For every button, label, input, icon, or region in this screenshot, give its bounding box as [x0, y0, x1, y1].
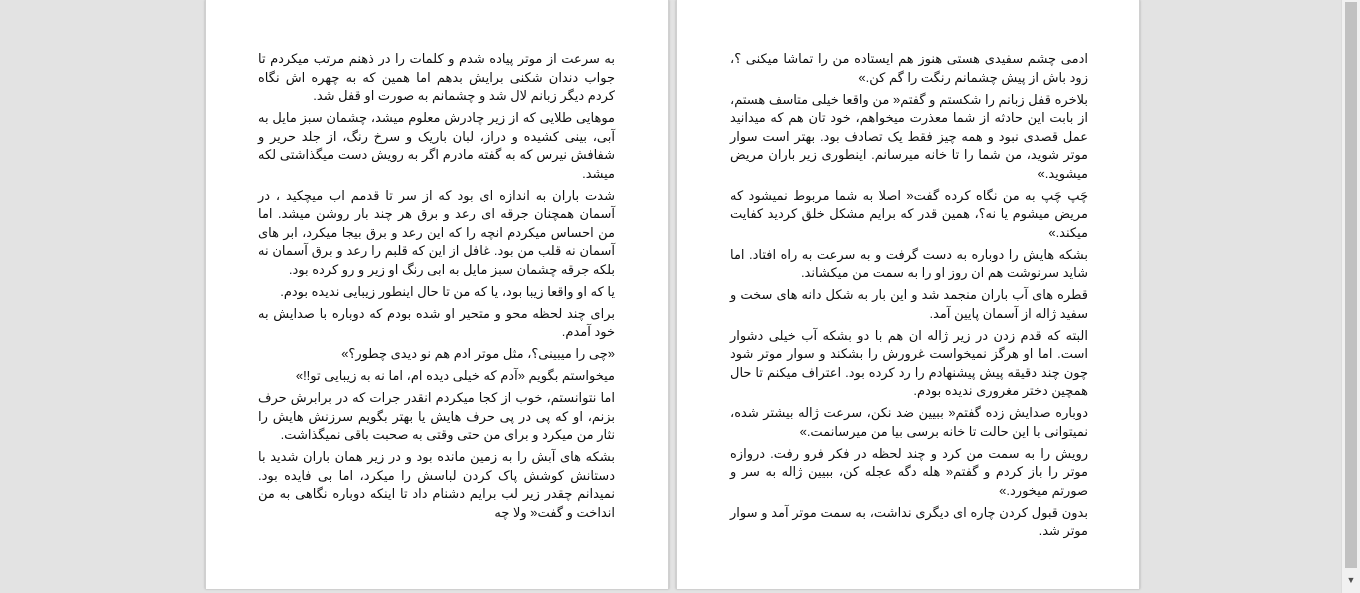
paragraph: به سرعت از موتر پیاده شدم و کلمات را در ذهنم مرتب میکردم تا جواب دندان شکنی برایش بدهم اما همین که به چهره اش نگاه کردم دیگر زبانم لال شد و چشمانم به صورت او قفل شد. [258, 51, 615, 103]
paragraph: البته که قدم زدن در زیر ژاله ان هم با دو بشکه آب خیلی دشوار است. اما او هرگز نمیخواست غرورش را بشکند و سوار موتر شود چون چند دقیقه پیش پیشنهادم را رد کرده بود. اعتراف میکنم تا حال همچین دختر مغروری ندیده بودم. [730, 327, 1088, 398]
paragraph: دوباره صدایش زده گفتم« ببیین ضد نکن، سرعت ژاله بیشتر شده، نمیتوانی با این حالت تا خانه برسی بیا من میرسانمت.» [730, 405, 1088, 439]
scroll-down-arrow-icon[interactable]: ▼ [1346, 575, 1356, 585]
paragraph: بلاخره قفل زبانم را شکستم و گفتم« من واقعا خیلی متاسف هستم، از بابت این حادثه از شما معذرت میخواهم، خود تان هم که میدانید عمل قصدی نبود و همه چیز فقط یک تصادف بود. بهتر است سوار موتر شوید، من شما را تا خانه میرسانم. اینطوری زیر باران مریض میشوید.» [730, 91, 1088, 181]
paragraph: شدت باران به اندازه ای بود که از سر تا قدمم اب میچکید ، در آسمان همچنان جرقه ای رعد و برق هر چند بار روشن میشد. اما من احساس میکردم انچه را که این رعد و برق بیجا میکرد، ابر های آسمان نه قلب من بود. غافل از این که قلبم را رعد و برق آسمان نه بلکه جرقه چشمان سبز مایل به ابی رنگ او زیر و رو کرده بود. [258, 187, 615, 277]
paragraph: بشکه هایش را دوباره به دست گرفت و به سرعت به راه افتاد. اما شاید سرنوشت هم ان روز او را به سمت من میکشاند. [730, 246, 1088, 280]
paragraph: ادمی چشم سفیدی هستی هنوز هم ایستاده من را تماشا میکنی ؟، زود باش از پیش چشمانم رنگت را گم کن.» [730, 51, 1088, 85]
paragraph: بدون قبول کردن چاره ای دیگری نداشت، به سمت موتر آمد و سوار موتر شد. [730, 504, 1088, 538]
paragraph: چَپ چَپ به من نگاه کرده گفت« اصلا به شما مربوط نمیشود که مریض میشوم یا نه؟، همین قدر که برایم مشکل خلق کردید کفایت میکند.» [730, 187, 1088, 240]
document-page-left [205, 0, 669, 589]
vertical-scrollbar[interactable] [1341, 0, 1360, 593]
paragraph: برای چند لحظه محو و متحیر او شده بودم که دوباره با صدایش به خود آمدم. [258, 305, 615, 339]
scrollbar-thumb[interactable] [1345, 2, 1357, 568]
paragraph: رویش را به سمت من کرد و چند لحظه در فکر فرو رفت. دروازه موتر را باز کردم و گفتم« هله دگه عجله کن، ببیین ژاله به سر و صورتم میخورد.» [730, 445, 1088, 498]
paragraph: میخواستم بگویم «آدم که خیلی دیده ام، اما نه به زیبایی تو!!» [295, 368, 615, 383]
page-text-column [730, 50, 1088, 544]
page-text-column [258, 50, 615, 526]
paragraph: «چی را میبینی؟، مثل موتر ادم هم نو دیدی چطور؟» [341, 346, 615, 361]
paragraph: اما نتوانستم، خوب از کجا میکردم انقدر جرات که در برابرش حرف بزنم، او که پی در پی حرف هایش یا بهتر بگویم سرزنش هایش را نثار من میکرد و برای من حتی وقتی به صحبت باقی نمیگذاشت. [258, 390, 615, 442]
paragraph: یا که او واقعا زیبا بود، یا که من تا حال اینطور زیبایی ندیده بودم. [280, 283, 615, 299]
document-page-right [676, 0, 1140, 589]
paragraph: بشکه های آبش را به زمین مانده بود و در زیر همان باران شدید با دستانش کوشش پاک کردن لباسش را میکرد، اما بی فایده بود. نمیدانم چقدر زیر لب برایم دشنام داد تا اینکه دوباره نگاهی به من انداخت و گفت« ولا چه [258, 449, 615, 520]
paragraph: قطره های آب باران منجمد شد و این بار به شکل دانه های سخت و سفید ژاله از آسمان پایین آمد. [730, 287, 1088, 321]
paragraph: موهایی طلایی که از زیر چادرش معلوم میشد، چشمان سبز مایل به آبی، بینی کشیده و دراز، لبان باریک و سرخ رنگ، از جلد حریر و شفافش نیرس که به گفته مادرم اگر به رویش دست میگذاشتی لکه میشد. [258, 110, 615, 181]
